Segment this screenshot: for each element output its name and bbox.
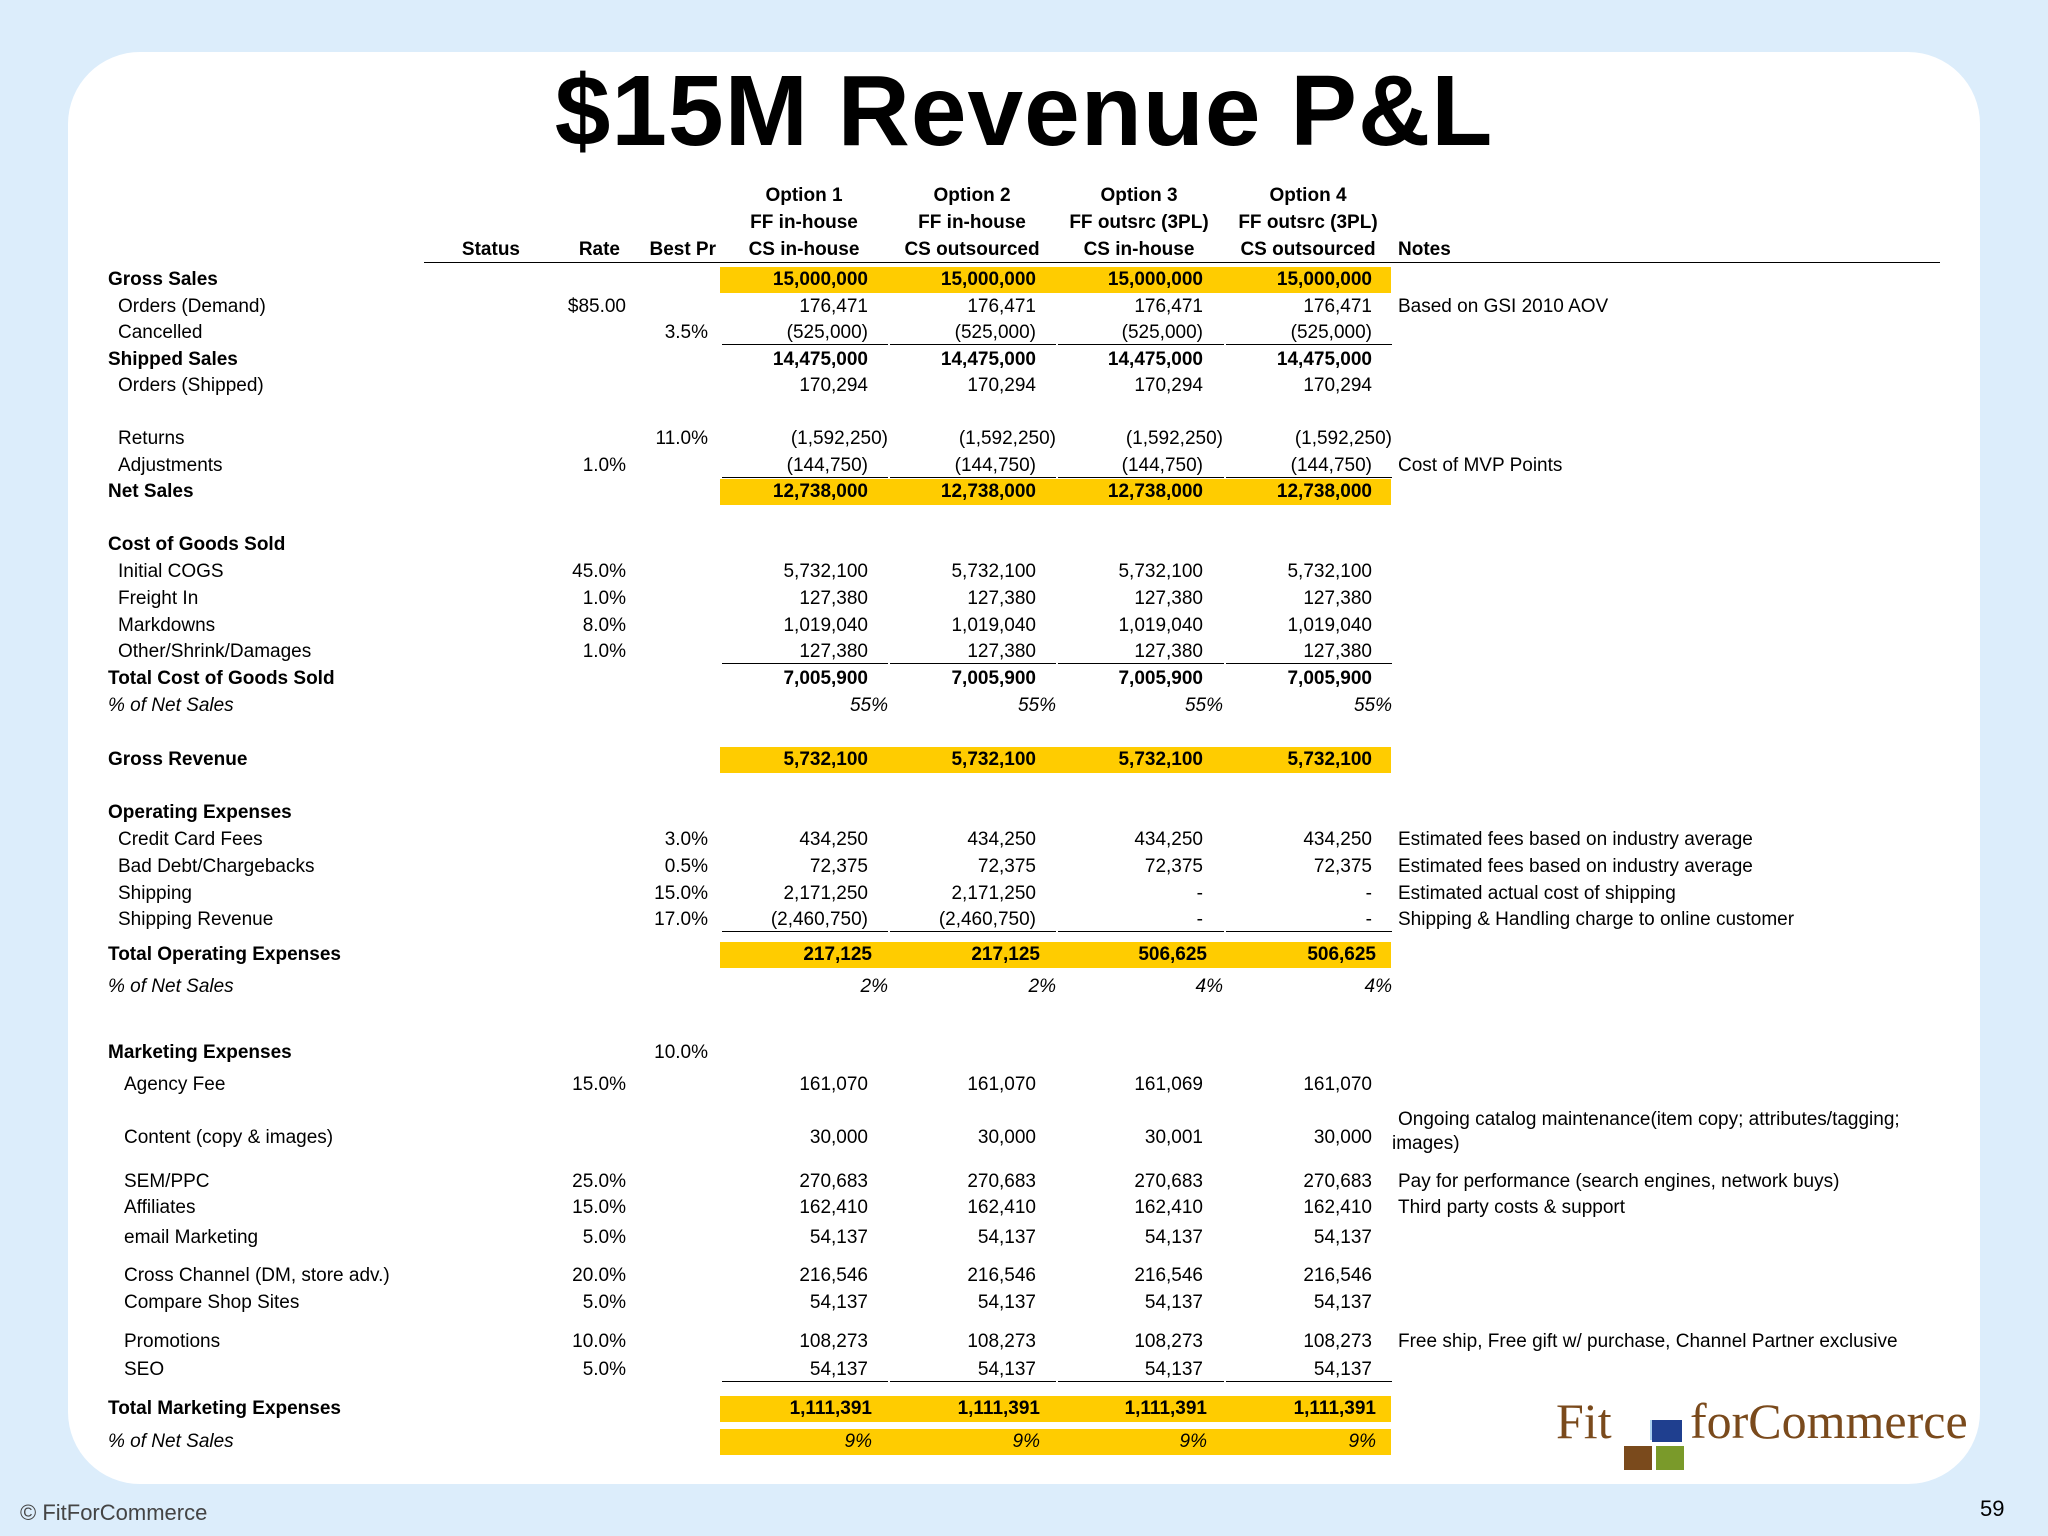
notes-cell: Based on GSI 2010 AOV <box>1398 296 1609 317</box>
value-option-2: 170,294 <box>967 375 1036 396</box>
value-option-4: 127,380 <box>1303 588 1372 609</box>
rate-cell: 1.0% <box>582 588 626 609</box>
value-option-3: 14,475,000 <box>1107 349 1203 370</box>
value-option-3: 127,380 <box>1134 641 1203 662</box>
value-option-3: - <box>1196 909 1203 930</box>
option-header-4-line-3: CS outsourced <box>1240 239 1376 260</box>
option-header-1-line-1: Option 1 <box>765 185 843 206</box>
value-option-3: 7,005,900 <box>1118 668 1203 689</box>
row-label: Credit Card Fees <box>118 829 263 850</box>
row-label: Gross Revenue <box>108 749 248 770</box>
value-option-3: 15,000,000 <box>1107 269 1203 290</box>
value-option-1: (144,750) <box>786 455 868 476</box>
row-label: Gross Sales <box>108 269 218 290</box>
value-option-2: (2,460,750) <box>938 909 1036 930</box>
value-option-4: 434,250 <box>1303 829 1372 850</box>
value-option-3: 176,471 <box>1134 296 1203 317</box>
value-option-1: 14,475,000 <box>772 349 868 370</box>
notes-cell: Estimated fees based on industry average <box>1398 856 1753 877</box>
best-practice-cell: 3.0% <box>664 829 708 850</box>
value-option-2: 162,410 <box>967 1197 1036 1218</box>
row-label: Total Cost of Goods Sold <box>108 668 335 689</box>
value-option-3: 30,001 <box>1144 1127 1203 1148</box>
value-option-3: 12,738,000 <box>1107 481 1203 502</box>
notes-cell: Pay for performance (search engines, network buys) <box>1398 1171 1840 1192</box>
value-option-4: 5,732,100 <box>1287 561 1372 582</box>
row-label: Cross Channel (DM, store adv.) <box>124 1265 390 1286</box>
logo-square-green <box>1656 1446 1684 1470</box>
value-option-2: (525,000) <box>954 322 1036 343</box>
subtotal-rule <box>1058 1381 1224 1382</box>
notes-header: Notes <box>1398 239 1451 260</box>
notes-cell: Estimated fees based on industry average <box>1398 829 1753 850</box>
fitforcommerce-logo <box>1556 1390 1968 1474</box>
subtotal-rule <box>1226 344 1392 345</box>
value-option-3: 4% <box>1195 976 1223 997</box>
value-option-2: 1,111,391 <box>957 1398 1040 1419</box>
value-option-4: 216,546 <box>1303 1265 1372 1286</box>
value-option-2: 15,000,000 <box>940 269 1036 290</box>
value-option-4: - <box>1365 883 1372 904</box>
row-label: Bad Debt/Chargebacks <box>118 856 315 877</box>
value-option-1: 30,000 <box>809 1127 868 1148</box>
logo-text-left: Fit <box>1556 1393 1612 1449</box>
value-option-2: 12,738,000 <box>940 481 1036 502</box>
value-option-1: (2,460,750) <box>770 909 868 930</box>
value-option-1: 54,137 <box>809 1227 868 1248</box>
value-option-1: 216,546 <box>799 1265 868 1286</box>
row-label: Total Marketing Expenses <box>108 1398 341 1419</box>
value-option-3: 9% <box>1179 1431 1207 1452</box>
rate-cell: 8.0% <box>582 615 626 636</box>
value-option-4: 162,410 <box>1303 1197 1372 1218</box>
value-option-2: (144,750) <box>954 455 1036 476</box>
value-option-1: 15,000,000 <box>772 269 868 290</box>
value-option-3: 54,137 <box>1144 1359 1203 1380</box>
value-option-2: 54,137 <box>977 1292 1036 1313</box>
row-label: Initial COGS <box>118 561 224 582</box>
value-option-1: 270,683 <box>799 1171 868 1192</box>
best-practice-header: Best Pr <box>649 239 716 260</box>
best-practice-cell: 17.0% <box>654 909 708 930</box>
rate-cell: 20.0% <box>572 1265 626 1286</box>
option-header-2-line-1: Option 2 <box>933 185 1011 206</box>
option-header-1-line-2: FF in-house <box>750 212 858 233</box>
rate-cell: 5.0% <box>582 1359 626 1380</box>
value-option-2: 72,375 <box>977 856 1036 877</box>
notes-cell: Third party costs & support <box>1398 1197 1626 1218</box>
value-option-3: 161,069 <box>1134 1074 1203 1095</box>
value-option-2: 127,380 <box>967 641 1036 662</box>
value-option-2: 54,137 <box>977 1227 1036 1248</box>
value-option-1: 2% <box>860 976 888 997</box>
value-option-1: 162,410 <box>799 1197 868 1218</box>
value-option-1: 12,738,000 <box>772 481 868 502</box>
page-number: 59 <box>1980 1496 2005 1521</box>
value-option-3: (1,592,250) <box>1125 428 1223 449</box>
option-header-4-line-2: FF outsrc (3PL) <box>1238 212 1378 233</box>
value-option-1: (1,592,250) <box>790 428 888 449</box>
subtotal-rule <box>722 931 888 932</box>
value-option-2: 216,546 <box>967 1265 1036 1286</box>
value-option-1: 161,070 <box>799 1074 868 1095</box>
notes-cell: Free ship, Free gift w/ purchase, Channel Partner exclusive <box>1398 1331 1898 1352</box>
subtotal-rule <box>1058 931 1224 932</box>
subtotal-rule <box>1058 344 1224 345</box>
value-option-4: 108,273 <box>1303 1331 1372 1352</box>
value-option-2: 217,125 <box>971 944 1040 965</box>
value-option-2: 2,171,250 <box>951 883 1036 904</box>
logo-square-blue <box>1652 1420 1682 1442</box>
logo-text-right: forCommerce <box>1690 1393 1968 1449</box>
row-label: Content (copy & images) <box>124 1127 334 1148</box>
option-header-3-line-3: CS in-house <box>1083 239 1195 260</box>
value-option-4: 4% <box>1364 976 1392 997</box>
value-option-2: (1,592,250) <box>958 428 1056 449</box>
value-option-1: 127,380 <box>799 588 868 609</box>
row-label: Orders (Shipped) <box>118 375 264 396</box>
notes-cell: Estimated actual cost of shipping <box>1398 883 1676 904</box>
row-label: SEM/PPC <box>124 1171 210 1192</box>
value-option-4: 54,137 <box>1313 1227 1372 1248</box>
row-label: Net Sales <box>108 481 194 502</box>
rate-cell: 15.0% <box>572 1197 626 1218</box>
value-option-2: 55% <box>1017 695 1056 716</box>
row-label: Shipped Sales <box>108 349 238 370</box>
value-option-4: 127,380 <box>1303 641 1372 662</box>
value-option-4: 54,137 <box>1313 1292 1372 1313</box>
value-option-1: 108,273 <box>799 1331 868 1352</box>
rate-cell: 25.0% <box>572 1171 626 1192</box>
value-option-3: 55% <box>1184 695 1223 716</box>
row-label: Agency Fee <box>124 1074 226 1095</box>
value-option-4: 1,111,391 <box>1293 1398 1376 1419</box>
rate-cell: 1.0% <box>582 641 626 662</box>
row-label: Operating Expenses <box>108 802 292 823</box>
value-option-4: 12,738,000 <box>1276 481 1372 502</box>
value-option-4: 506,625 <box>1307 944 1376 965</box>
rate-cell: 15.0% <box>572 1074 626 1095</box>
value-option-3: 127,380 <box>1134 588 1203 609</box>
row-label: Shipping <box>118 883 192 904</box>
subtotal-rule <box>1226 1381 1392 1382</box>
value-option-4: 14,475,000 <box>1276 349 1372 370</box>
value-option-2: 161,070 <box>967 1074 1036 1095</box>
row-label: Total Operating Expenses <box>108 944 341 965</box>
value-option-4: (144,750) <box>1290 455 1372 476</box>
value-option-2: 14,475,000 <box>940 349 1036 370</box>
value-option-1: 9% <box>844 1431 872 1452</box>
value-option-4: 7,005,900 <box>1287 668 1372 689</box>
row-label: % of Net Sales <box>108 695 234 716</box>
best-practice-cell: 15.0% <box>654 883 708 904</box>
subtotal-rule <box>722 1381 888 1382</box>
option-header-2-line-3: CS outsourced <box>904 239 1040 260</box>
subtotal-rule <box>890 477 1056 478</box>
value-option-4: 5,732,100 <box>1287 749 1372 770</box>
value-option-2: 176,471 <box>967 296 1036 317</box>
row-label: Promotions <box>124 1331 221 1352</box>
subtotal-rule <box>722 477 888 478</box>
row-label: Cost of Goods Sold <box>108 534 286 555</box>
value-option-1: 1,111,391 <box>789 1398 872 1419</box>
row-label: % of Net Sales <box>108 976 234 997</box>
row-label: SEO <box>124 1359 165 1380</box>
subtotal-rule <box>1226 931 1392 932</box>
rate-cell: 10.0% <box>572 1331 626 1352</box>
value-option-3: 54,137 <box>1144 1227 1203 1248</box>
subtotal-rule <box>890 931 1056 932</box>
status-header: Status <box>461 239 520 260</box>
value-option-3: 5,732,100 <box>1118 749 1203 770</box>
logo-square-brown <box>1624 1446 1652 1470</box>
rate-header: Rate <box>578 239 620 260</box>
row-label: Other/Shrink/Damages <box>118 641 312 662</box>
value-option-3: - <box>1196 883 1203 904</box>
value-option-3: 216,546 <box>1134 1265 1203 1286</box>
value-option-4: 176,471 <box>1303 296 1372 317</box>
value-option-2: 9% <box>1012 1431 1040 1452</box>
value-option-1: 1,019,040 <box>783 615 868 636</box>
value-option-2: 127,380 <box>967 588 1036 609</box>
row-label: email Marketing <box>124 1227 259 1248</box>
value-option-2: 434,250 <box>967 829 1036 850</box>
value-option-3: (144,750) <box>1121 455 1203 476</box>
row-label: Affiliates <box>124 1197 196 1218</box>
value-option-1: 7,005,900 <box>783 668 868 689</box>
rate-cell: 45.0% <box>572 561 626 582</box>
subtotal-rule <box>890 344 1056 345</box>
value-option-3: 108,273 <box>1134 1331 1203 1352</box>
rate-cell: 5.0% <box>582 1292 626 1313</box>
value-option-1: 2,171,250 <box>783 883 868 904</box>
rate-cell: 5.0% <box>582 1227 626 1248</box>
value-option-1: 72,375 <box>809 856 868 877</box>
value-option-2: 30,000 <box>977 1127 1036 1148</box>
subtotal-rule <box>890 1381 1056 1382</box>
value-option-3: 170,294 <box>1134 375 1203 396</box>
subtotal-rule <box>1058 477 1224 478</box>
value-option-3: 506,625 <box>1138 944 1207 965</box>
value-option-4: 55% <box>1353 695 1392 716</box>
best-practice-cell: 0.5% <box>664 856 708 877</box>
value-option-1: 54,137 <box>809 1359 868 1380</box>
copyright-footer: © FitForCommerce <box>20 1500 208 1525</box>
row-label: Adjustments <box>118 455 223 476</box>
value-option-1: 217,125 <box>803 944 872 965</box>
notes-cell-continued: images) <box>1392 1133 1460 1154</box>
value-option-2: 108,273 <box>967 1331 1036 1352</box>
value-option-4: 9% <box>1348 1431 1376 1452</box>
notes-cell: Cost of MVP Points <box>1398 455 1563 476</box>
row-label: Markdowns <box>118 615 216 636</box>
row-label: Returns <box>118 428 185 449</box>
value-option-3: 1,111,391 <box>1124 1398 1207 1419</box>
value-option-4: (525,000) <box>1290 322 1372 343</box>
value-option-1: 5,732,100 <box>783 561 868 582</box>
subtotal-rule <box>722 344 888 345</box>
value-option-1: 54,137 <box>809 1292 868 1313</box>
row-label: Compare Shop Sites <box>124 1292 300 1313</box>
row-label: % of Net Sales <box>108 1431 234 1452</box>
value-option-4: 30,000 <box>1313 1127 1372 1148</box>
best-practice-cell: 11.0% <box>655 428 708 449</box>
rate-cell: 1.0% <box>582 455 626 476</box>
row-label: Cancelled <box>118 322 203 343</box>
value-option-3: 72,375 <box>1144 856 1203 877</box>
value-option-3: (525,000) <box>1121 322 1203 343</box>
value-option-2: 1,019,040 <box>951 615 1036 636</box>
row-label: Orders (Demand) <box>118 296 266 317</box>
value-option-2: 270,683 <box>967 1171 1036 1192</box>
value-option-1: 5,732,100 <box>783 749 868 770</box>
value-option-2: 2% <box>1028 976 1056 997</box>
value-option-3: 54,137 <box>1144 1292 1203 1313</box>
notes-cell: Ongoing catalog maintenance(item copy; attributes/tagging; <box>1398 1109 1900 1130</box>
header-rule <box>424 262 1940 263</box>
best-practice-cell: 3.5% <box>664 322 708 343</box>
value-option-1: 127,380 <box>799 641 868 662</box>
value-option-2: 5,732,100 <box>951 561 1036 582</box>
value-option-4: 1,019,040 <box>1287 615 1372 636</box>
value-option-4: 161,070 <box>1303 1074 1372 1095</box>
value-option-1: 55% <box>849 695 888 716</box>
notes-cell: Shipping & Handling charge to online customer <box>1398 909 1795 930</box>
rate-cell: $85.00 <box>567 296 626 317</box>
value-option-3: 5,732,100 <box>1118 561 1203 582</box>
value-option-4: 72,375 <box>1313 856 1372 877</box>
value-option-4: 270,683 <box>1303 1171 1372 1192</box>
row-label: Freight In <box>118 588 199 609</box>
option-header-3-line-1: Option 3 <box>1100 185 1178 206</box>
value-option-1: 176,471 <box>799 296 868 317</box>
subtotal-rule <box>1226 477 1392 478</box>
value-option-2: 54,137 <box>977 1359 1036 1380</box>
option-header-4-line-1: Option 4 <box>1269 185 1347 206</box>
value-option-3: 434,250 <box>1134 829 1203 850</box>
value-option-1: 170,294 <box>799 375 868 396</box>
value-option-4: 170,294 <box>1303 375 1372 396</box>
value-option-4: - <box>1365 909 1372 930</box>
value-option-1: 434,250 <box>799 829 868 850</box>
value-option-2: 7,005,900 <box>951 668 1036 689</box>
value-option-4: 15,000,000 <box>1276 269 1372 290</box>
subtotal-rule <box>722 663 888 664</box>
value-option-3: 270,683 <box>1134 1171 1203 1192</box>
value-option-2: 5,732,100 <box>951 749 1036 770</box>
row-label: Marketing Expenses <box>108 1042 292 1063</box>
value-option-3: 1,019,040 <box>1118 615 1203 636</box>
value-option-1: (525,000) <box>786 322 868 343</box>
row-label: Shipping Revenue <box>118 909 274 930</box>
value-option-4: 54,137 <box>1313 1359 1372 1380</box>
subtotal-rule <box>890 663 1056 664</box>
value-option-3: 162,410 <box>1134 1197 1203 1218</box>
subtotal-rule <box>1058 663 1224 664</box>
page-title: $15M Revenue P&L <box>554 55 1494 167</box>
best-practice-cell: 10.0% <box>654 1042 708 1063</box>
option-header-2-line-2: FF in-house <box>918 212 1026 233</box>
value-option-4: (1,592,250) <box>1294 428 1392 449</box>
subtotal-rule <box>1226 663 1392 664</box>
option-header-1-line-3: CS in-house <box>748 239 860 260</box>
option-header-3-line-2: FF outsrc (3PL) <box>1069 212 1209 233</box>
